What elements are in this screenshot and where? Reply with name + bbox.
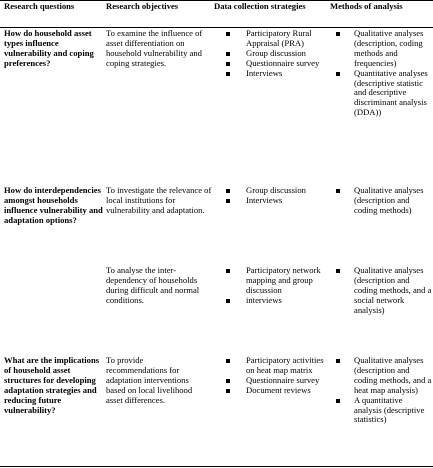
header-research-objectives: Research objectives	[106, 1, 179, 11]
list-item: Questionnaire survey	[246, 376, 326, 386]
strategies-list-1	[226, 29, 326, 79]
list-item: A quantitative analysis (descriptive statistics)	[354, 396, 432, 426]
list-item: Document reviews	[246, 386, 326, 396]
list-item: Participatory network mapping and group discussion	[246, 266, 326, 296]
question-4: What are the implications of household asset structures for developing adaptation strategies and reducing future vulnerability?	[4, 355, 100, 415]
list-item: Quantitative analyses (descriptive statistic and descriptive discriminant analysis (DDA))	[354, 69, 432, 119]
list-item: Participatory activities on heat map matrix	[246, 356, 326, 376]
strategies-list-4	[226, 356, 326, 396]
list-item: Qualitative analyses (description and coding methods, and a heat map analysis)	[354, 356, 432, 396]
methods-list-2	[336, 186, 432, 216]
list-item: Qualitative analyses (description, coding methods and frequencies)	[354, 29, 432, 69]
methods-list-3	[336, 266, 432, 316]
list-item: Group discussion	[246, 186, 326, 196]
objective-4: To provide recommendations for adaptation interventions based on local livelihood asset differences.	[106, 355, 193, 405]
bottom-rule	[0, 466, 433, 467]
objective-2: To investigate the relevance of local institutions for vulnerability and adaptation.	[106, 185, 212, 215]
objective-1: To examine the influence of asset differentiation on household vulnerability and coping strategies.	[106, 28, 203, 68]
list-item: Questionnaire survey	[246, 59, 326, 69]
list-item: Qualitative analyses (description and coding methods)	[354, 186, 432, 216]
question-2: How do interdependencies amongst households influence vulnerability and adaptation options?	[4, 185, 103, 225]
header-data-collection: Data collection strategies	[214, 1, 306, 11]
list-item: Interviews	[246, 69, 326, 79]
header-methods-of-analysis: Methods of analysis	[330, 1, 403, 11]
objective-3: To analyse the inter-dependency of households during difficult and normal conditions.	[106, 265, 200, 305]
list-item: Qualitative analyses (description and coding methods, and a social network analysis)	[354, 266, 432, 316]
list-item: Participatory Rural Appraisal (PRA)	[246, 29, 326, 49]
methods-list-4	[336, 356, 432, 425]
list-item: Group discussion	[246, 49, 326, 59]
question-1: How do household asset types influence vulnerability and coping preferences?	[4, 28, 94, 68]
strategies-list-2	[226, 186, 326, 206]
header-research-questions: Research questions	[4, 1, 75, 11]
strategies-list-3	[226, 266, 326, 306]
list-item: Interviews	[246, 196, 326, 206]
list-item: interviews	[246, 296, 326, 306]
methods-list-1	[336, 29, 432, 118]
